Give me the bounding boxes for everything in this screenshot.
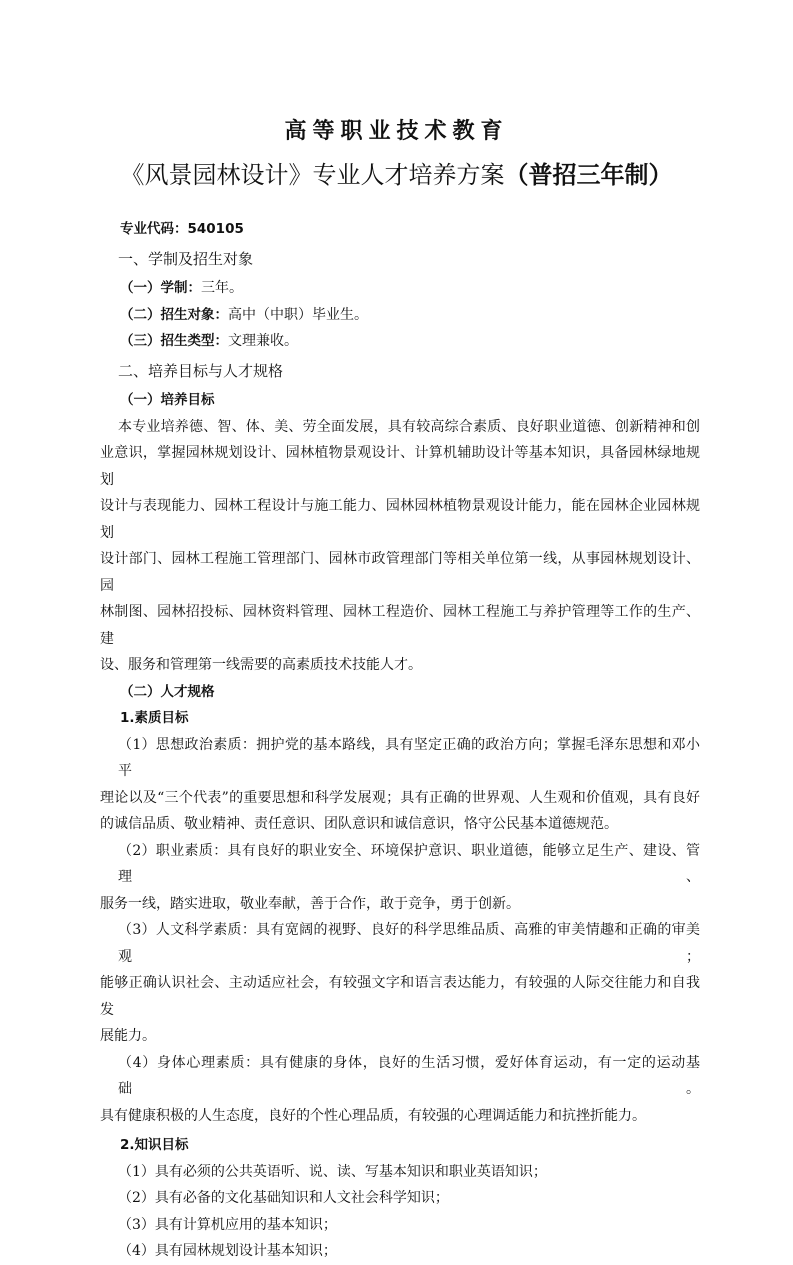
- paragraph-line: （1）思想政治素质：拥护党的基本路线，具有坚定正确的政治方向；掌握毛泽东思想和邓小平: [118, 736, 700, 779]
- item-value: 三年。: [201, 280, 243, 296]
- knowledge-item: （3）具有计算机应用的基本知识；: [118, 1216, 337, 1233]
- major-code-value: 540105: [187, 221, 244, 237]
- knowledge-item: （4）具有园林规划设计基本知识；: [118, 1243, 337, 1259]
- item-label: （二）招生对象：: [120, 306, 228, 323]
- goal-heading: （一）培养目标: [120, 392, 215, 408]
- paragraph-line: 设、服务和管理第一线需要的高素质技术技能人才。: [100, 657, 422, 673]
- doc-body: [100, 216, 700, 1265]
- paragraph-line: 业意识，掌握园林规划设计、园林植物景观设计、计算机辅助设计等基本知识，具备园林绿地规划: [100, 445, 700, 488]
- item-value: 文理兼收。: [228, 333, 298, 349]
- knowledge-item: （2）具有必备的文化基础知识和人文社会科学知识；: [118, 1190, 449, 1206]
- quality-item: [100, 838, 700, 918]
- goal-paragraph: [100, 414, 700, 679]
- paragraph-line: 设计部门、园林工程施工管理部门、园林市政管理部门等相关单位第一线，从事园林规划设计、园: [100, 551, 700, 594]
- paragraph-line: 的诚信品质、敬业精神、责任意识、团队意识和诚信意识，恪守公民基本道德规范。: [100, 816, 618, 832]
- knowledge-list: [100, 1159, 700, 1265]
- section-2-heading: 二、培养目标与人才规格: [118, 361, 284, 380]
- paragraph-line: （3）人文科学素质：具有宽阔的视野、良好的科学思维品质、高雅的审美情趣和正确的审美观；: [118, 922, 700, 965]
- paragraph-line: 服务一线，踏实进取，敬业奉献，善于合作，敢于竞争，勇于创新。: [100, 895, 520, 912]
- paragraph-line: 能够正确认识社会、主动适应社会，有较强文字和语言表达能力，有较强的人际交往能力和自我发: [100, 975, 700, 1018]
- paragraph-line: 展能力。: [100, 1028, 156, 1044]
- quality-item: [100, 917, 700, 1050]
- quality-list: [100, 732, 700, 1130]
- quality-item: [100, 732, 700, 838]
- item-duration: [100, 275, 700, 302]
- spec-heading: （二）人才规格: [120, 683, 215, 700]
- knowledge-item: （1）具有必须的公共英语听、说、读、写基本知识和职业英语知识；: [118, 1163, 547, 1180]
- paragraph-line: 本专业培养德、智、体、美、劳全面发展，具有较高综合素质、良好职业道德、创新精神和创: [118, 418, 700, 435]
- paragraph-line: （2）职业素质：具有良好的职业安全、环境保护意识、职业道德，能够立足生产、建设、管理、: [118, 842, 700, 885]
- subtitle-main: 《风景园林设计》专业人才培养方案: [120, 161, 505, 189]
- paragraph-line: 林制图、园林招投标、园林资料管理、园林工程造价、园林工程施工与养护管理等工作的生产、建: [100, 604, 700, 647]
- item-label: （一）学制：: [120, 280, 201, 296]
- quality-heading: 1.素质目标: [120, 710, 189, 726]
- paragraph-line: 设计与表现能力、园林工程设计与施工能力、园林园林植物景观设计能力，能在园林企业园林规划: [100, 498, 700, 541]
- section-1-heading: 一、学制及招生对象: [118, 249, 254, 268]
- doc-title: 高等职业技术教育: [284, 119, 509, 144]
- major-code: [100, 216, 700, 243]
- paragraph-line: 具有健康积极的人生态度，良好的个性心理品质，有较强的心理调适能力和抗挫折能力。: [100, 1107, 646, 1124]
- paragraph-line: 理论以及“三个代表”的重要思想和科学发展观；具有正确的世界观、人生观和价值观，具有良好: [100, 789, 700, 806]
- major-code-label: 专业代码：: [120, 221, 188, 237]
- knowledge-heading: 2.知识目标: [120, 1137, 189, 1153]
- subtitle-suffix: （普招三年制）: [504, 161, 673, 189]
- quality-item: [100, 1050, 700, 1130]
- item-value: 高中（中职）毕业生。: [228, 306, 368, 323]
- item-label: （三）招生类型：: [120, 333, 228, 349]
- paragraph-line: （4）身体心理素质：具有健康的身体，良好的生活习惯，爱好体育运动，有一定的运动基础。: [118, 1054, 700, 1097]
- item-enrollment-type: [100, 328, 700, 355]
- item-enrollment-target: [100, 302, 700, 329]
- doc-subtitle: [0, 155, 793, 190]
